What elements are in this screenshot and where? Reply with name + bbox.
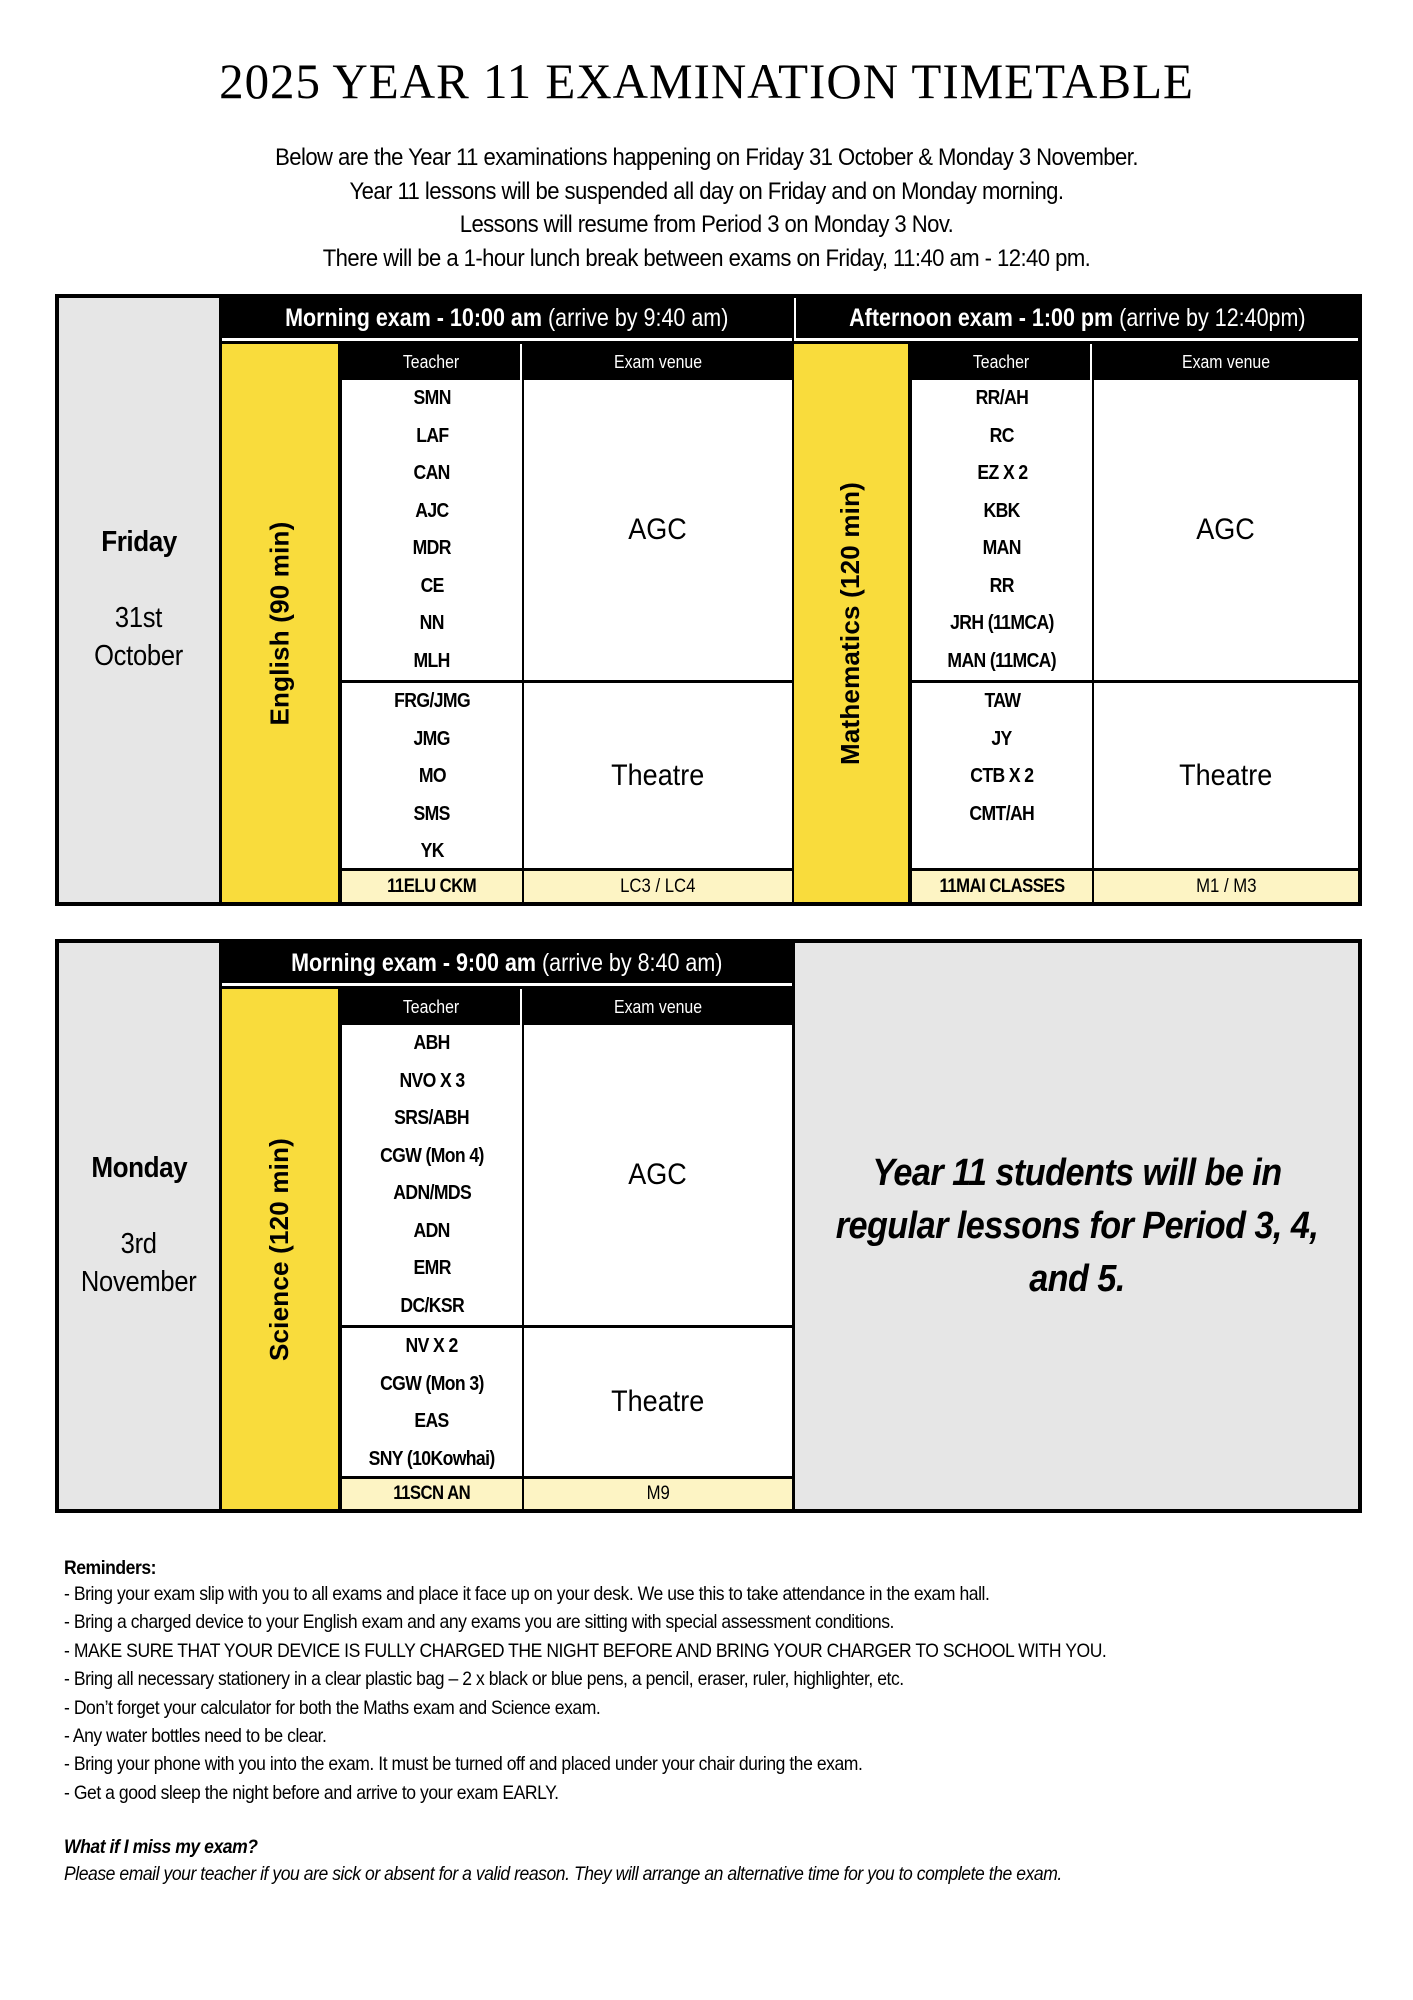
teacher-code: ADN/MDS <box>393 1182 471 1204</box>
teacher-code: FRG/JMG <box>394 690 470 712</box>
day-date-month: November <box>81 1265 197 1298</box>
subject-label-mathematics <box>794 344 910 902</box>
teacher-code: NV X 2 <box>405 1335 459 1357</box>
day-date <box>95 599 184 675</box>
reminder-item: - Bring a charged device to your English exam and any exams you are sitting with special assessment conditions. <box>64 1611 894 1634</box>
teacher-code: MAN (11MCA) <box>947 649 1057 672</box>
subject-name: Science (120 min) <box>264 1137 295 1361</box>
teacher-header-label: Teacher <box>402 351 460 372</box>
teacher-column-header <box>912 344 1092 380</box>
day-date <box>81 1225 197 1301</box>
teacher-code: TAW <box>984 690 1020 712</box>
teacher-code: RR/AH <box>975 387 1029 409</box>
venue-name: Theatre <box>611 758 705 792</box>
footer-venue <box>524 1479 792 1509</box>
missed-exam-section <box>64 1834 1354 1889</box>
venue-name: AGC <box>628 1158 688 1191</box>
teacher-code: SRS/ABH <box>394 1107 470 1129</box>
teacher-list-theatre <box>342 683 522 868</box>
teacher-code: EZ X 2 <box>976 462 1028 484</box>
teacher-list-theatre <box>342 1328 522 1476</box>
arrival-time: (arrive by 8:40 am) <box>536 948 723 977</box>
teacher-code: CGW (Mon 3) <box>380 1372 484 1395</box>
day-date-month: October <box>94 639 184 672</box>
venue-theatre <box>524 683 792 868</box>
footer-venue-label: M9 <box>646 1483 670 1504</box>
reminder-item: - MAKE SURE THAT YOUR DEVICE IS FULLY CHARGED THE NIGHT BEFORE AND BRING YOUR CHARGER TO SCHOOL WITH YOU. <box>64 1639 1107 1662</box>
intro-line: Year 11 lessons will be suspended all day on Friday and on Monday morning. <box>349 177 1064 205</box>
teacher-column-header <box>342 989 522 1025</box>
day-date-number: 31st <box>115 601 163 634</box>
subject-label-english <box>222 344 340 902</box>
venue-name: Theatre <box>611 1385 705 1418</box>
teacher-header-label: Teacher <box>972 351 1030 372</box>
venue-header-label: Exam venue <box>613 996 703 1017</box>
reminder-item: - Bring your exam slip with you to all exams and place it face up on your desk. We use this to take attendance in the exam hall. <box>64 1583 990 1605</box>
teacher-code: DC/KSR <box>400 1294 464 1317</box>
exam-time: Morning exam - 10:00 am <box>285 303 543 332</box>
teacher-code: JY <box>991 727 1013 750</box>
venue-column-header <box>524 344 792 380</box>
footer-class <box>342 1479 522 1509</box>
reminders-section <box>64 1556 1354 1807</box>
footer-class <box>912 871 1092 902</box>
teacher-code: MAN <box>982 537 1022 559</box>
intro-text <box>0 141 1413 275</box>
venue-name: AGC <box>1196 513 1256 546</box>
teacher-code: JMG <box>413 727 451 750</box>
teacher-code: AJC <box>415 499 449 522</box>
exam-time: Afternoon exam - 1:00 pm <box>848 303 1113 332</box>
venue-theatre <box>524 1328 792 1476</box>
venue-header-label: Exam venue <box>613 351 703 372</box>
subject-label-science <box>222 989 340 1509</box>
teacher-code: EMR <box>413 1257 451 1279</box>
teacher-list-theatre <box>912 683 1092 868</box>
day-cell-friday <box>59 298 222 902</box>
subject-name: English (90 min) <box>264 520 295 726</box>
morning-exam-header <box>222 298 792 341</box>
monday-timetable <box>55 939 1362 1513</box>
teacher-code: JRH (11MCA) <box>950 612 1054 634</box>
teacher-code: LAF <box>415 424 449 447</box>
day-name: Monday <box>91 1151 187 1184</box>
page-title: 2025 YEAR 11 EXAMINATION TIMETABLE <box>219 53 1194 109</box>
footer-class-label: 11SCN AN <box>393 1483 471 1504</box>
reminder-item: - Don’t forget your calculator for both the Maths exam and Science exam. <box>64 1696 601 1719</box>
footer-class-label: 11MAI CLASSES <box>939 875 1065 897</box>
teacher-code: CE <box>420 574 444 597</box>
regular-lessons-note: Year 11 students will be in regular lessons for Period 3, 4, and 5. <box>835 1151 1318 1300</box>
venue-theatre <box>1094 683 1358 868</box>
teacher-code: CTB X 2 <box>970 765 1034 787</box>
venue-name: Theatre <box>1179 758 1273 792</box>
subject-name: Mathematics (120 min) <box>835 481 866 765</box>
teacher-code: YK <box>420 840 444 862</box>
morning-exam-block <box>222 298 792 902</box>
teacher-code: KBK <box>983 499 1021 522</box>
intro-line: There will be a 1-hour lunch break between exams on Friday, 11:40 am - 12:40 pm. <box>322 244 1091 272</box>
arrival-time: (arrive by 9:40 am) <box>542 303 729 332</box>
venue-agc <box>524 380 792 680</box>
reminders-title: Reminders: <box>64 1557 157 1579</box>
teacher-code: EAS <box>414 1410 450 1432</box>
venue-column-header <box>1094 344 1358 380</box>
teacher-code: RC <box>989 424 1015 447</box>
afternoon-exam-header <box>794 298 1358 341</box>
footer-venue <box>524 871 792 902</box>
footer-class <box>342 871 522 902</box>
teacher-code: SNY (10Kowhai) <box>368 1447 496 1470</box>
teacher-code: MO <box>418 765 446 787</box>
morning-exam-block <box>222 943 792 1509</box>
teacher-code: CMT/AH <box>969 802 1035 825</box>
teacher-list-agc <box>912 380 1092 680</box>
venue-name: AGC <box>628 513 688 546</box>
teacher-code: SMN <box>413 387 451 409</box>
missed-exam-body: Please email your teacher if you are sick or absent for a valid reason. They will arrange an alternative time for you to complete the exam. <box>64 1863 1062 1885</box>
teacher-code: MDR <box>412 537 452 559</box>
friday-timetable <box>55 294 1362 906</box>
teacher-list-agc <box>342 380 522 680</box>
venue-header-label: Exam venue <box>1181 351 1271 372</box>
venue-column-header <box>524 989 792 1025</box>
missed-exam-title: What if I miss my exam? <box>64 1836 258 1858</box>
arrival-time: (arrive by 12:40pm) <box>1112 303 1306 332</box>
teacher-code: SMS <box>413 802 451 825</box>
afternoon-note-panel <box>792 943 1358 1509</box>
footer-venue <box>1094 871 1358 902</box>
teacher-code: CAN <box>413 462 451 484</box>
day-name: Friday <box>101 525 177 558</box>
day-date-number: 3rd <box>120 1227 158 1260</box>
teacher-code: ADN <box>413 1219 451 1242</box>
teacher-code: CGW (Mon 4) <box>380 1144 484 1167</box>
teacher-column-header <box>342 344 522 380</box>
footer-venue-label: LC3 / LC4 <box>620 875 696 897</box>
reminder-item: - Any water bottles need to be clear. <box>64 1725 327 1748</box>
afternoon-exam-block <box>794 298 1358 902</box>
teacher-code: RR <box>989 574 1015 597</box>
footer-venue-label: M1 / M3 <box>1195 875 1257 897</box>
venue-agc <box>1094 380 1358 680</box>
reminder-item: - Bring your phone with you into the exam. It must be turned off and placed under your chair during the exam. <box>64 1753 863 1776</box>
teacher-code: MLH <box>413 649 451 672</box>
morning-exam-header <box>222 943 792 986</box>
teacher-code: NVO X 3 <box>399 1069 465 1092</box>
teacher-code: ABH <box>413 1032 451 1054</box>
reminder-item: - Bring all necessary stationery in a clear plastic bag – 2 x black or blue pens, a pencil, eraser, ruler, highlighter, etc. <box>64 1668 904 1691</box>
reminder-item: - Get a good sleep the night before and arrive to your exam EARLY. <box>64 1781 559 1804</box>
venue-agc <box>524 1025 792 1325</box>
teacher-code: NN <box>419 612 445 634</box>
footer-class-label: 11ELU CKM <box>387 875 477 897</box>
day-cell-monday <box>59 943 222 1509</box>
intro-line: Below are the Year 11 examinations happening on Friday 31 October & Monday 3 November. <box>275 144 1138 171</box>
teacher-list-agc <box>342 1025 522 1325</box>
intro-line: Lessons will resume from Period 3 on Monday 3 Nov. <box>459 211 954 238</box>
exam-time: Morning exam - 9:00 am <box>291 948 537 977</box>
teacher-header-label: Teacher <box>402 996 460 1017</box>
